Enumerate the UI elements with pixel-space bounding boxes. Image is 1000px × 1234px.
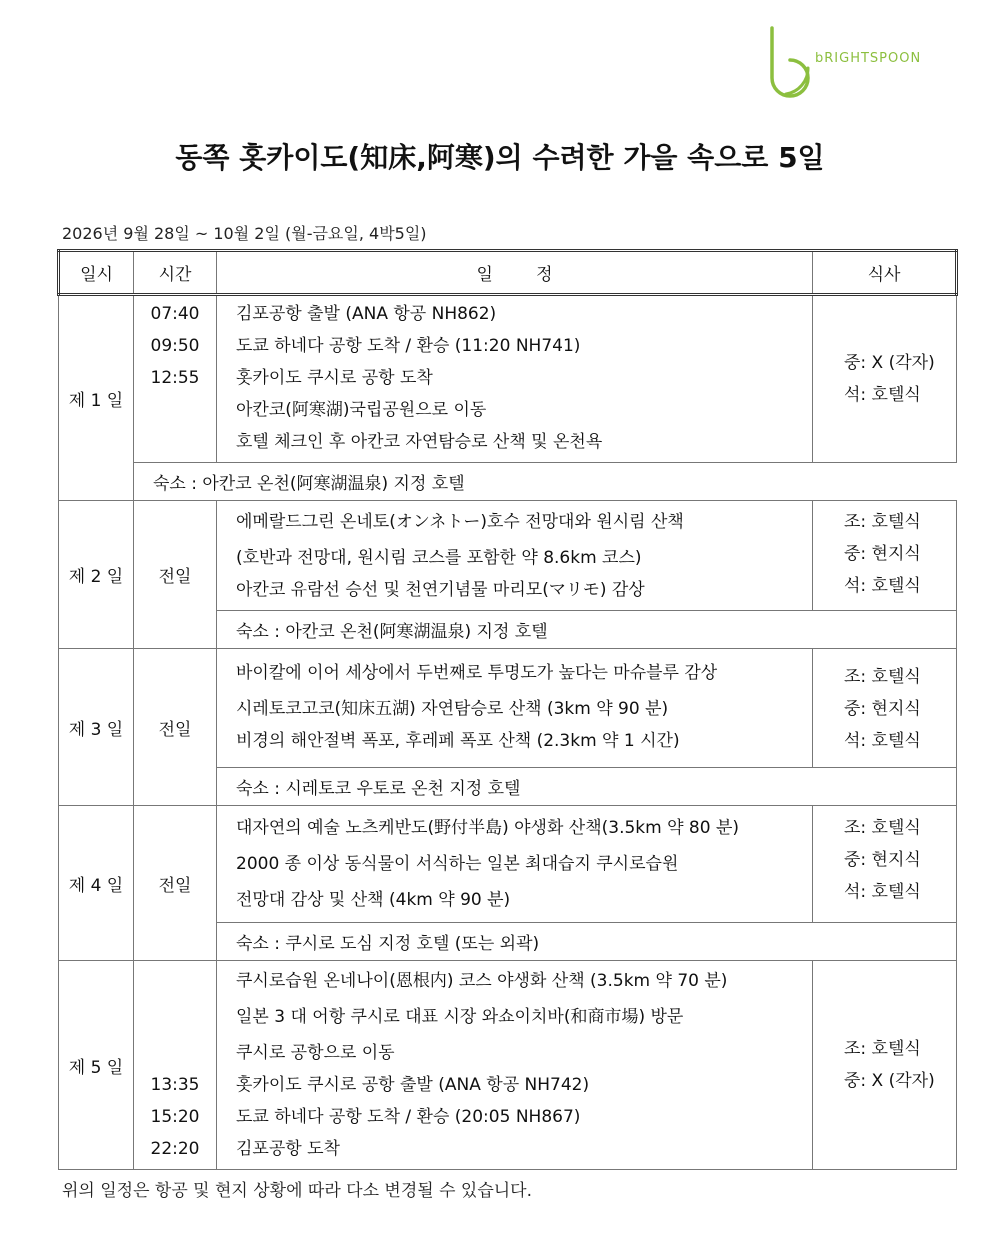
header-time: 시간: [134, 251, 217, 295]
meal-item: 조: 호텔식: [844, 1039, 921, 1059]
schedule-item: 전망대 감상 및 산책 (4km 약 90 분): [236, 890, 511, 910]
schedule-item: 김포공항 출발 (ANA 항공 NH862): [236, 304, 497, 324]
schedule-item: 시레토코고코(知床五湖) 자연탐승로 산책 (3km 약 90 분): [236, 699, 669, 719]
schedule-item: 쿠시로 공항으로 이동: [236, 1043, 395, 1063]
schedule-item: 쿠시로습원 온네나이(恩根内) 코스 야생화 산책 (3.5km 약 70 분): [236, 971, 728, 991]
meal-item: 석: 호텔식: [844, 882, 921, 902]
meal-cell: [813, 501, 957, 611]
schedule-item: 김포공항 도착: [236, 1139, 340, 1159]
schedule-item: 도쿄 하네다 공항 도착 / 환승 (11:20 NH741): [236, 336, 581, 356]
schedule-cell: [217, 501, 813, 611]
schedule-cell: [217, 961, 813, 1170]
day-1-row: [59, 295, 957, 463]
schedule-item: 도쿄 하네다 공항 도착 / 환승 (20:05 NH867): [236, 1107, 581, 1127]
schedule-cell: [217, 806, 813, 923]
day-label: 제 3 일: [59, 649, 134, 806]
footnote: 위의 일정은 항공 및 현지 상황에 따라 다소 변경될 수 있습니다.: [62, 1181, 532, 1201]
lodging-row: [59, 463, 957, 501]
lodging-text: 숙소 : 시레토코 우토로 온천 지정 호텔: [217, 768, 957, 806]
meal-cell: [813, 961, 957, 1170]
lodging-text: 숙소 : 아칸코 온천(阿寒湖温泉) 지정 호텔: [134, 463, 957, 501]
meal-item: 중: 현지식: [844, 699, 921, 719]
time-cell: 전일: [134, 806, 217, 961]
schedule-item: 아칸코(阿寒湖)국립공원으로 이동: [236, 400, 487, 420]
meal-item: 중: 현지식: [844, 544, 921, 564]
header-day: 일시: [59, 251, 134, 295]
time-value: 07:40: [150, 304, 200, 324]
day-label: 제 2 일: [59, 501, 134, 649]
time-cell: [134, 961, 217, 1170]
day-3-row: [59, 649, 957, 768]
schedule-item: 비경의 해안절벽 폭포, 후레페 폭포 산책 (2.3km 약 1 시간): [236, 731, 680, 751]
schedule-item: 일본 3 대 어항 쿠시로 대표 시장 와쇼이치바(和商市場) 방문: [236, 1007, 684, 1027]
time-value: 22:20: [150, 1139, 200, 1159]
page-title: 동쪽 홋카이도(知床,阿寒)의 수려한 가을 속으로 5일: [175, 141, 825, 174]
schedule-cell: [217, 295, 813, 463]
time-value: 13:35: [150, 1075, 200, 1095]
meal-cell: [813, 806, 957, 923]
itinerary-table: [57, 249, 958, 1170]
schedule-item: 대자연의 예술 노츠케반도(野付半島) 야생화 산책(3.5km 약 80 분): [236, 818, 740, 838]
schedule-item: 호텔 체크인 후 아칸코 자연탐승로 산책 및 온천욕: [236, 432, 603, 452]
meal-item: 조: 호텔식: [844, 512, 921, 532]
lodging-text: 숙소 : 아칸코 온천(阿寒湖温泉) 지정 호텔: [217, 611, 957, 649]
schedule-item: 홋카이도 쿠시로 공항 도착: [236, 368, 433, 388]
meal-item: 중: X (각자): [844, 353, 935, 373]
day-label: 제 1 일: [59, 295, 134, 501]
meal-item: 중: 현지식: [844, 850, 921, 870]
day-label: 제 4 일: [59, 806, 134, 961]
schedule-item: 홋카이도 쿠시로 공항 출발 (ANA 항공 NH742): [236, 1075, 590, 1095]
day-label: 제 5 일: [59, 961, 134, 1170]
schedule-item: 2000 종 이상 동식물이 서식하는 일본 최대습지 쿠시로습원: [236, 854, 679, 874]
time-cell: 전일: [134, 501, 217, 649]
brand-logo: [764, 24, 954, 104]
meal-item: 석: 호텔식: [844, 576, 921, 596]
day-2-row: [59, 501, 957, 611]
time-value: 09:50: [150, 336, 200, 356]
trip-dates: 2026년 9월 28일 ~ 10월 2일 (월-금요일, 4박5일): [62, 224, 427, 243]
schedule-item: (호반과 전망대, 원시림 코스를 포함한 약 8.6km 코스): [236, 548, 642, 568]
table-header-row: [59, 251, 957, 295]
day-5-row: [59, 961, 957, 1170]
meal-cell: [813, 649, 957, 768]
schedule-item: 아칸코 유람선 승선 및 천연기념물 마리모(マリモ) 감상: [236, 580, 645, 600]
meal-item: 석: 호텔식: [844, 731, 921, 751]
schedule-item: 에메랄드그린 온네토(オンネトー)호수 전망대와 원시림 산책: [236, 512, 684, 532]
meal-item: 석: 호텔식: [844, 385, 921, 405]
lodging-text: 숙소 : 쿠시로 도심 지정 호텔 (또는 외곽): [217, 923, 957, 961]
meal-item: 조: 호텔식: [844, 818, 921, 838]
schedule-item: 바이칼에 이어 세상에서 두번째로 투명도가 높다는 마슈블루 감상: [236, 663, 718, 683]
time-cell: 전일: [134, 649, 217, 806]
schedule-cell: [217, 649, 813, 768]
time-cell: [134, 295, 217, 463]
day-4-row: [59, 806, 957, 923]
time-value: 15:20: [150, 1107, 200, 1127]
meal-item: 조: 호텔식: [844, 667, 921, 687]
header-meal: 식사: [813, 251, 957, 295]
time-value: 12:55: [150, 368, 200, 388]
brand-name: bRIGHTSPOON: [815, 51, 922, 66]
meal-cell: [813, 295, 957, 463]
meal-item: 중: X (각자): [844, 1071, 935, 1091]
header-schedule: 일 정: [217, 251, 813, 295]
